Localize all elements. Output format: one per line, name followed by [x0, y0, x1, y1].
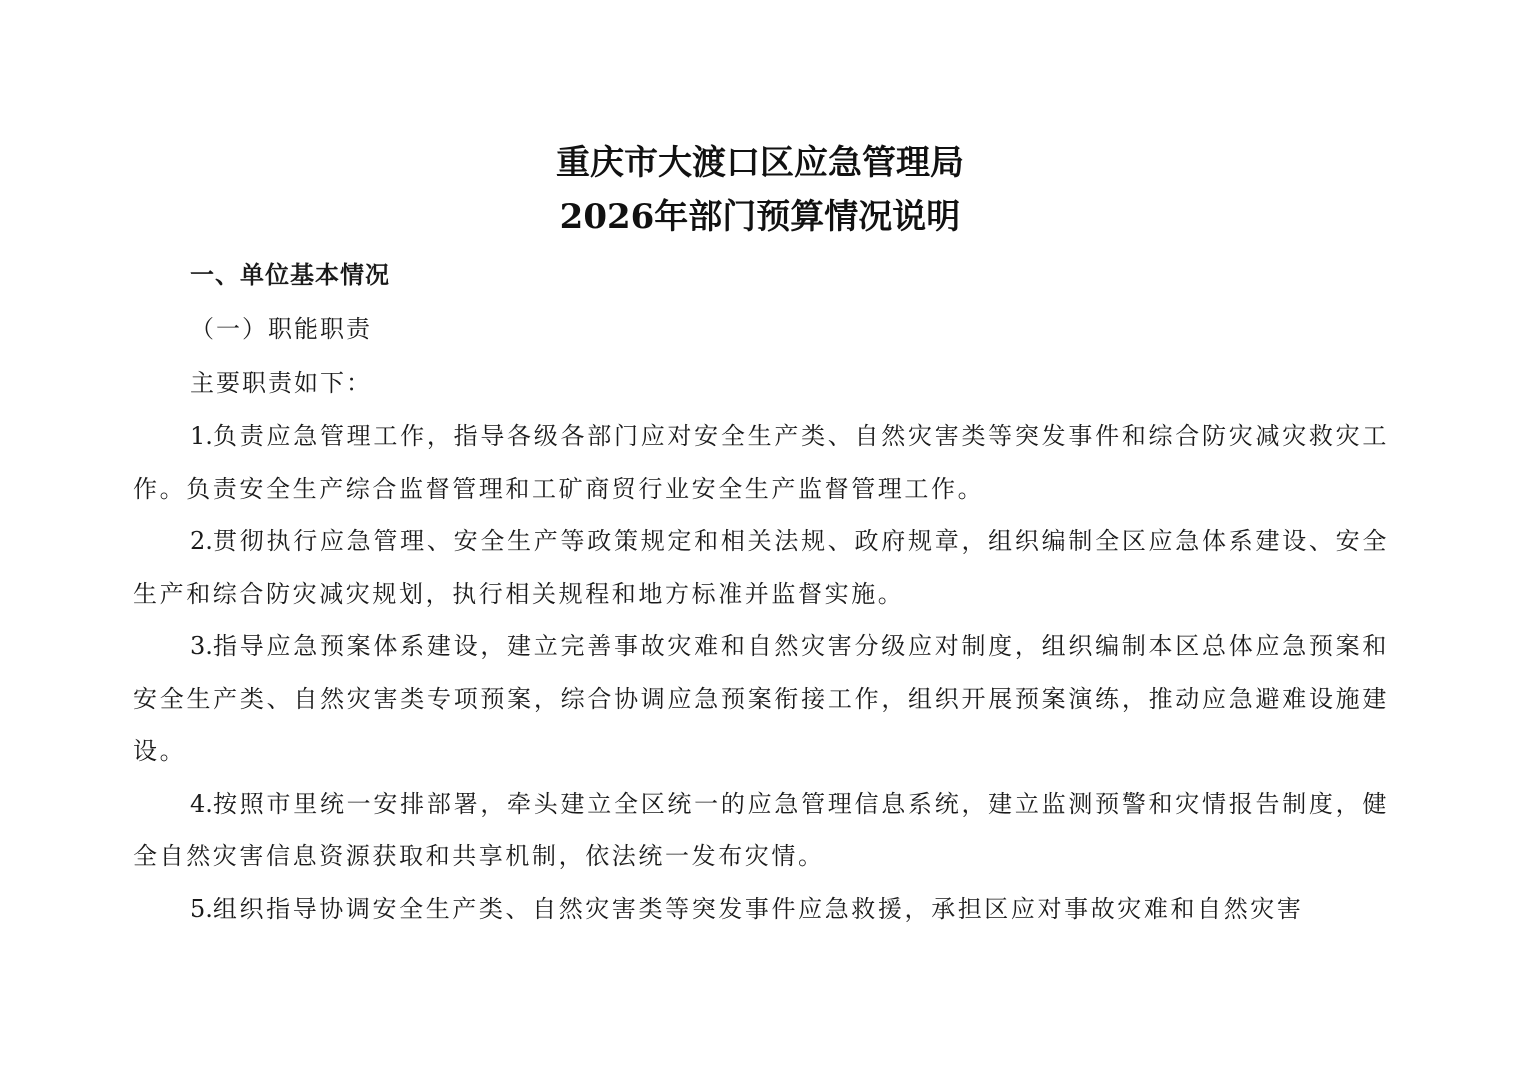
section-heading: 一、单位基本情况	[190, 261, 390, 289]
title-line-1: 重庆市大渡口区应急管理局	[556, 143, 964, 183]
title-line-2: 2026年部门预算情况说明	[559, 197, 961, 237]
subsection-heading: （一）职能职责	[190, 315, 372, 343]
paragraph-text: 组织指导协调安全生产类、自然灾害类等突发事件应急救援，承担区应对事故灾难和自然灾害	[212, 894, 1304, 923]
paragraph-number: 1.	[190, 422, 213, 450]
paragraph-number: 3.	[190, 632, 213, 660]
paragraph-1	[133, 410, 1389, 515]
paragraph-3	[133, 620, 1389, 778]
paragraph-4	[133, 778, 1389, 883]
paragraph-text: 按照市里统一安排部署，牵头建立全区统一的应急管理信息系统，建立监测预警和灾情报告制度，健全自然灾害信息资源获取和共享机制，依法统一发布灾情。	[133, 789, 1389, 870]
document-body	[133, 248, 1389, 935]
paragraph-text: 指导应急预案体系建设，建立完善事故灾难和自然灾害分级应对制度，组织编制本区总体应急预案和安全生产类、自然灾害类专项预案，综合协调应急预案衔接工作，组织开展预案演练，推动应急避难设施建设。	[133, 632, 1389, 765]
paragraph-number: 4.	[190, 789, 213, 818]
lead-text: 主要职责如下：	[190, 369, 372, 397]
paragraph-text: 贯彻执行应急管理、安全生产等政策规定和相关法规、政府规章，组织编制全区应急体系建设、安全生产和综合防灾减灾规划，执行相关规程和地方标准并监督实施。	[133, 527, 1389, 608]
document-title	[0, 136, 1520, 244]
paragraph-number: 2.	[190, 527, 213, 555]
paragraph-number: 5.	[190, 894, 213, 923]
paragraph-2	[133, 515, 1389, 620]
paragraph-5	[133, 883, 1389, 936]
paragraph-text: 负责应急管理工作，指导各级各部门应对安全生产类、自然灾害类等突发事件和综合防灾减灾救灾工作。负责安全生产综合监督管理和工矿商贸行业安全生产监督管理工作。	[133, 422, 1389, 503]
